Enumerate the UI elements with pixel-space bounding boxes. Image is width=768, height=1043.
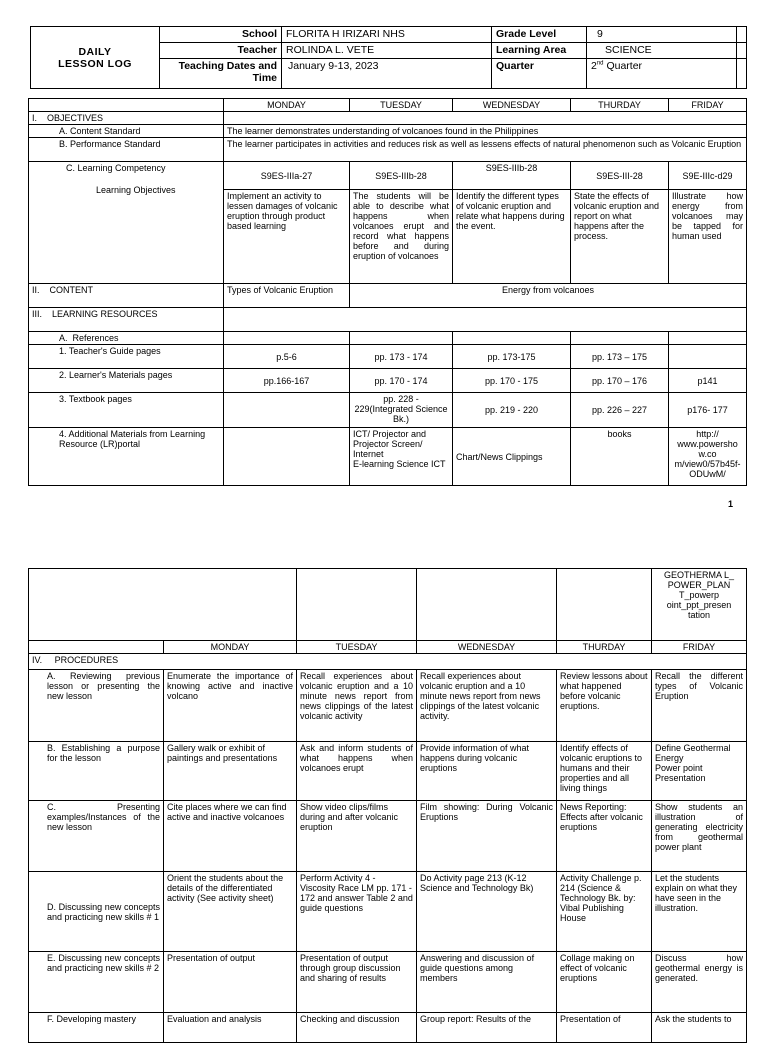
proc-e-thursday: Collage making on effect of volcanic eruptions bbox=[557, 952, 652, 1013]
lm-friday: p141 bbox=[669, 369, 747, 393]
lm-wednesday: pp. 170 - 175 bbox=[453, 369, 571, 393]
day-wednesday: WEDNESDAY bbox=[453, 99, 571, 112]
am-thursday: books bbox=[571, 428, 669, 486]
proc-c-wednesday: Film showing: During Volcanic Eruptions bbox=[417, 801, 557, 872]
ref-cell bbox=[669, 332, 747, 345]
school-label: School bbox=[160, 27, 282, 43]
tb-monday bbox=[224, 393, 350, 428]
am-tuesday: ICT/ Projector and Projector Screen/ Internet E-learning Science ICT bbox=[350, 428, 453, 486]
day-thursday: THURDAY bbox=[571, 99, 669, 112]
tg-wednesday: pp. 173-175 bbox=[453, 345, 571, 369]
content-standard: The learner demonstrates understanding of volcanoes found in the Philippines bbox=[224, 125, 747, 138]
proc-a-wednesday: Recall experiences about volcanic eruption and a 10 minute news report from news clippings of the latest volcanic activity. bbox=[417, 670, 557, 742]
objectives-table bbox=[28, 98, 747, 486]
proc-d-tuesday: Perform Activity 4 - Viscosity Race LM pp. 171 - 172 and answer Table 2 and guide questions bbox=[297, 872, 417, 952]
proc-e-wednesday: Answering and discussion of guide questions among members bbox=[417, 952, 557, 1013]
objective-wednesday: Identify the different types of volcanic eruption and relate what happens during the event. bbox=[453, 190, 571, 284]
proc-d-friday: Let the students explain on what they have seen in the illustration. bbox=[652, 872, 747, 952]
proc-f-monday: Evaluation and analysis bbox=[164, 1013, 297, 1043]
top-blank bbox=[417, 569, 557, 641]
ref-cell bbox=[571, 332, 669, 345]
title-line-2: LESSON LOG bbox=[58, 57, 132, 70]
competency-label: C. Learning Competency bbox=[66, 163, 166, 173]
am-friday: http:// www.powersho w.co m/view0/57b45f- ODUwM/ bbox=[669, 428, 747, 486]
day-monday: MONDAY bbox=[224, 99, 350, 112]
proc-f-friday: Ask the students to bbox=[652, 1013, 747, 1043]
header-spacer bbox=[737, 27, 747, 43]
proc-c-monday: Cite places where we can find active and inactive volcanoes bbox=[164, 801, 297, 872]
proc-b-friday: Define Geothermal Energy Power point Presentation bbox=[652, 742, 747, 801]
proc-e-label: E. Discussing new concepts and practicing new skills # 2 bbox=[29, 952, 164, 1013]
objectives-heading: I. OBJECTIVES bbox=[29, 112, 224, 125]
content-monday: Types of Volcanic Eruption bbox=[224, 284, 350, 308]
proc-a-label: A. Reviewing previous lesson or presenting the new lesson bbox=[29, 670, 164, 742]
top-blank bbox=[29, 569, 297, 641]
day-friday: FRIDAY bbox=[669, 99, 747, 112]
day-wednesday: WEDNESDAY bbox=[417, 641, 557, 654]
quarter-value bbox=[587, 59, 737, 89]
resources-heading: III. LEARNING RESOURCES bbox=[29, 308, 224, 332]
proc-e-monday: Presentation of output bbox=[164, 952, 297, 1013]
proc-c-label: C. Presenting examples/Instances of the new lesson bbox=[29, 801, 164, 872]
lm-label: 2. Learner's Materials pages bbox=[29, 369, 224, 393]
lm-monday: pp.166-167 bbox=[224, 369, 350, 393]
grade-value bbox=[587, 27, 737, 43]
proc-a-monday: Enumerate the importance of knowing active and inactive volcano bbox=[164, 670, 297, 742]
tg-monday: p.5-6 bbox=[224, 345, 350, 369]
ref-cell bbox=[453, 332, 571, 345]
teacher-label: Teacher bbox=[160, 43, 282, 59]
top-blank bbox=[297, 569, 417, 641]
lm-tuesday: pp. 170 - 174 bbox=[350, 369, 453, 393]
proc-d-wednesday: Do Activity page 213 (K-12 Science and Technology Bk) bbox=[417, 872, 557, 952]
lesson-log-title bbox=[31, 27, 160, 89]
proc-f-thursday: Presentation of bbox=[557, 1013, 652, 1043]
content-rest: Energy from volcanoes bbox=[350, 284, 747, 308]
corner-cell bbox=[29, 99, 224, 112]
day-tuesday: TUESDAY bbox=[350, 99, 453, 112]
content-heading: II. CONTENT bbox=[29, 284, 224, 308]
resources-blank bbox=[224, 308, 747, 332]
proc-e-tuesday: Presentation of output through group discussion and sharing of results bbox=[297, 952, 417, 1013]
content-standard-label: A. Content Standard bbox=[29, 125, 224, 138]
top-blank bbox=[557, 569, 652, 641]
proc-d-label: D. Discussing new concepts and practicing new skills # 1 bbox=[29, 872, 164, 952]
proc-c-tuesday: Show video clips/films during and after volcanic eruption bbox=[297, 801, 417, 872]
teacher-value: ROLINDA L. VETE bbox=[282, 43, 492, 59]
proc-a-tuesday: Recall experiences about volcanic eruption and a 10 minute news report from news clippings of the latest volcanic activity bbox=[297, 670, 417, 742]
objective-thursday: State the effects of volcanic eruption and report on what happens after the process. bbox=[571, 190, 669, 284]
day-thursday: THURDAY bbox=[557, 641, 652, 654]
school-value: FLORITA H IRIZARI NHS bbox=[282, 27, 492, 43]
lm-thursday: pp. 170 – 176 bbox=[571, 369, 669, 393]
objective-monday: Implement an activity to lessen damages of volcanic eruption through product based learning bbox=[224, 190, 350, 284]
header-spacer bbox=[737, 59, 747, 89]
procedures-table bbox=[28, 568, 747, 1043]
dates-label: Teaching Dates and Time bbox=[160, 59, 282, 89]
area-value bbox=[587, 43, 737, 59]
proc-f-wednesday: Group report: Results of the bbox=[417, 1013, 557, 1043]
corner-cell bbox=[29, 641, 164, 654]
learning-objectives-label: Learning Objectives bbox=[96, 185, 176, 195]
dates-text: January 9-13, 2023 bbox=[288, 60, 379, 72]
dates-value bbox=[282, 59, 492, 89]
tb-wednesday: pp. 219 - 220 bbox=[453, 393, 571, 428]
tg-label: 1. Teacher's Guide pages bbox=[29, 345, 224, 369]
performance-standard: The learner participates in activities and reduces risk as well as lessens effects of natural phenomenon such as Volcanic Eruption bbox=[224, 138, 747, 162]
proc-c-thursday: News Reporting: Effects after volcanic eruptions bbox=[557, 801, 652, 872]
code-friday: S9E-IIIc-d29 bbox=[669, 162, 747, 190]
quarter-number: 2 bbox=[591, 60, 597, 72]
day-monday: MONDAY bbox=[164, 641, 297, 654]
grade-number: 9 bbox=[597, 28, 603, 40]
proc-a-thursday: Review lessons about what happened before volcanic eruptions. bbox=[557, 670, 652, 742]
objective-friday: Illustrate how energy from volcanoes may be tapped for human used bbox=[669, 190, 747, 284]
am-wednesday: Chart/News Clippings bbox=[453, 428, 571, 486]
competency-label-cell bbox=[29, 162, 224, 284]
proc-f-label: F. Developing mastery bbox=[29, 1013, 164, 1043]
tb-label: 3. Textbook pages bbox=[29, 393, 224, 428]
performance-standard-label: B. Performance Standard bbox=[29, 138, 224, 162]
proc-f-tuesday: Checking and discussion bbox=[297, 1013, 417, 1043]
ref-cell bbox=[350, 332, 453, 345]
tb-thursday: pp. 226 – 227 bbox=[571, 393, 669, 428]
references-label: A. References bbox=[29, 332, 224, 345]
tg-thursday: pp. 173 – 175 bbox=[571, 345, 669, 369]
proc-e-friday: Discuss how geothermal energy is generated. bbox=[652, 952, 747, 1013]
day-friday: FRIDAY bbox=[652, 641, 747, 654]
proc-b-thursday: Identify effects of volcanic eruptions to humans and their properties and all living things bbox=[557, 742, 652, 801]
proc-d-thursday: Activity Challenge p. 214 (Science & Technology Bk. by: Vibal Publishing House bbox=[557, 872, 652, 952]
page-number: 1 bbox=[728, 499, 734, 509]
area-label: Learning Area bbox=[492, 43, 587, 59]
code-tuesday: S9ES-IIIb-28 bbox=[350, 162, 453, 190]
tg-friday bbox=[669, 345, 747, 369]
objective-tuesday: The students will be able to describe what happens when volcanoes erupt and record what happens before and during eruption of volcanoes bbox=[350, 190, 453, 284]
tb-tuesday: pp. 228 - 229(Integrated Science Bk.) bbox=[350, 393, 453, 428]
day-tuesday: TUESDAY bbox=[297, 641, 417, 654]
ref-cell bbox=[224, 332, 350, 345]
grade-label: Grade Level bbox=[492, 27, 587, 43]
proc-b-monday: Gallery walk or exhibit of paintings and presentations bbox=[164, 742, 297, 801]
proc-d-monday: Orient the students about the details of the differentiated activity (See activity sheet) bbox=[164, 872, 297, 952]
code-monday: S9ES-IIIa-27 bbox=[224, 162, 350, 190]
quarter-word: Quarter bbox=[603, 60, 643, 72]
header-spacer bbox=[737, 43, 747, 59]
objectives-blank bbox=[224, 112, 747, 125]
tb-friday: p176- 177 bbox=[669, 393, 747, 428]
tg-tuesday: pp. 173 - 174 bbox=[350, 345, 453, 369]
procedures-heading: IV. PROCEDURES bbox=[29, 654, 747, 670]
proc-c-friday: Show students an illustration of generating electricity from geothermal power plant bbox=[652, 801, 747, 872]
am-label: 4. Additional Materials from Learning Resource (LR)portal bbox=[29, 428, 224, 486]
code-thursday: S9ES-III-28 bbox=[571, 162, 669, 190]
am-monday bbox=[224, 428, 350, 486]
area-text: SCIENCE bbox=[605, 44, 652, 56]
proc-b-tuesday: Ask and inform students of what happens when volcanoes erupt bbox=[297, 742, 417, 801]
title-line-1: DAILY bbox=[78, 45, 112, 58]
code-wednesday: S9ES-IIIb-28 bbox=[453, 162, 571, 190]
proc-b-wednesday: Provide information of what happens during volcanic eruptions bbox=[417, 742, 557, 801]
header-table bbox=[30, 26, 747, 89]
top-friday-resource: GEOTHERMA L_ POWER_PLAN T_powerp oint_ppt_presen tation bbox=[652, 569, 747, 641]
quarter-label: Quarter bbox=[492, 59, 587, 89]
proc-b-label: B. Establishing a purpose for the lesson bbox=[29, 742, 164, 801]
quarter-suffix: nd bbox=[596, 60, 604, 67]
proc-a-friday: Recall the different types of Volcanic Eruption bbox=[652, 670, 747, 742]
